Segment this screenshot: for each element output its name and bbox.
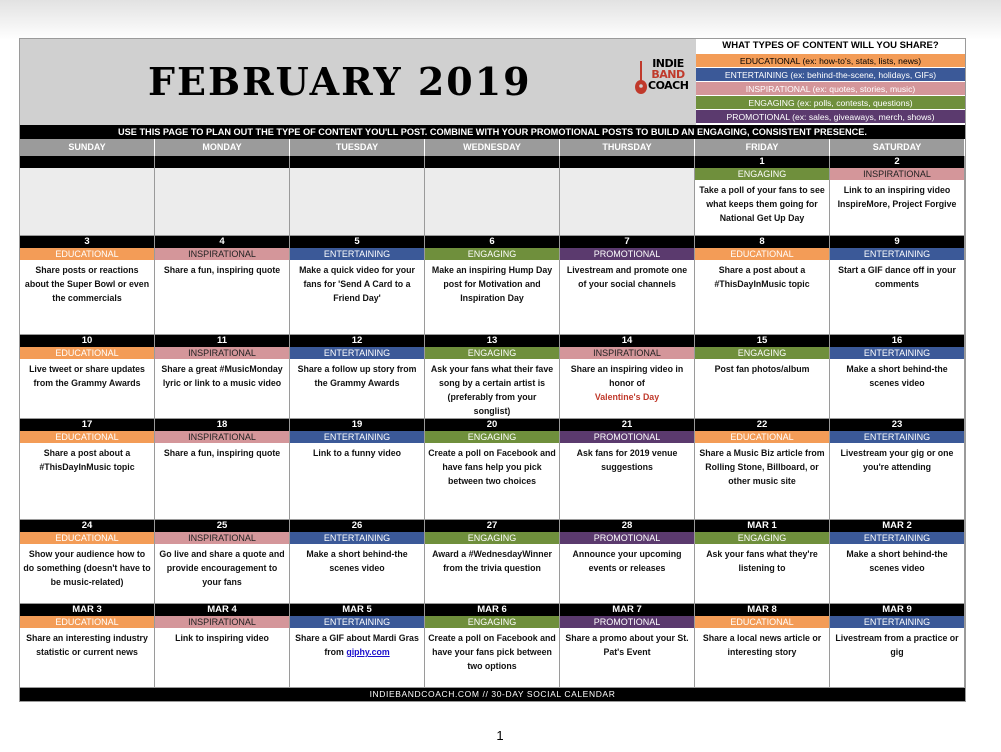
week-row: [20, 335, 965, 419]
day-date: MAR 3: [20, 604, 154, 616]
post-idea: [560, 260, 694, 291]
post-idea: [425, 260, 559, 305]
post-idea: [290, 260, 424, 305]
category-badge: EDUCATIONAL: [20, 248, 154, 260]
post-idea: [290, 544, 424, 575]
post-idea: [20, 544, 154, 589]
day-date: MAR 5: [290, 604, 424, 616]
day-date: [155, 156, 289, 168]
post-idea-text: Share a follow up story from the Grammy Awards: [297, 364, 417, 388]
calendar-sheet: [19, 38, 966, 702]
category-badge: ENGAGING: [425, 248, 559, 260]
day-cell: [155, 520, 290, 604]
legend-row-entertaining: ENTERTAINING (ex: behind-the-scene, holidays, GIFs): [696, 67, 965, 81]
guitar-icon: [634, 61, 648, 95]
post-idea: [695, 443, 829, 488]
day-cell: [290, 604, 425, 688]
day-date: MAR 1: [695, 520, 829, 532]
post-idea: [830, 544, 964, 575]
post-idea-text: Make an inspiring Hump Day post for Motivation and Inspiration Day: [431, 265, 553, 303]
day-date: 15: [695, 335, 829, 347]
day-cell: [695, 520, 830, 604]
footer-banner: INDIEBANDCOACH.COM // 30-DAY SOCIAL CALENDAR: [20, 688, 965, 701]
day-cell: [830, 419, 965, 520]
post-idea: [830, 260, 964, 291]
day-cell: [290, 520, 425, 604]
day-date: 6: [425, 236, 559, 248]
day-cell: [155, 236, 290, 335]
logo-line-3: COACH: [648, 79, 689, 92]
page-title: FEBRUARY 2019: [148, 59, 532, 104]
category-badge: EDUCATIONAL: [695, 431, 829, 443]
day-date: 19: [290, 419, 424, 431]
post-idea-text: Livestream your gig or one you're attending: [840, 448, 954, 472]
post-idea: [155, 544, 289, 589]
post-idea: [830, 359, 964, 390]
day-date: 3: [20, 236, 154, 248]
empty-day-cell: [20, 156, 155, 236]
post-idea-text: Show your audience how to do something (doesn't have to be music-related): [23, 549, 151, 587]
day-cell: [155, 604, 290, 688]
post-idea-text: Share posts or reactions about the Super Bowl or even the commercials: [24, 265, 150, 303]
post-idea-text: Share an inspiring video in honor of: [570, 364, 684, 388]
post-idea-text: Share a promo about your St. Pat's Event: [565, 633, 689, 657]
post-idea-text: Share a GIF about Mardi Gras from: [295, 633, 419, 657]
post-idea-text: Share a Music Biz article from Rolling Stone, Billboard, or other music site: [699, 448, 825, 486]
day-date: 9: [830, 236, 964, 248]
post-idea-text: Ask fans for 2019 venue suggestions: [576, 448, 678, 472]
weekday-header-row: [20, 139, 965, 156]
post-idea: [290, 628, 424, 659]
post-idea: [830, 180, 964, 211]
post-idea-text: Ask your fans what they're listening to: [706, 549, 818, 573]
legend-row-engaging: ENGAGING (ex: polls, contests, questions): [696, 95, 965, 109]
day-cell: [830, 236, 965, 335]
day-date: 16: [830, 335, 964, 347]
post-idea-text: Link to an inspiring video InspireMore, Project Forgive: [837, 185, 957, 209]
logo-line-1: INDIE: [652, 57, 684, 70]
top-shade: [0, 0, 1001, 40]
day-date: 2: [830, 156, 964, 168]
day-cell: [20, 604, 155, 688]
post-idea-text: Ask your fans what their fave song by a certain artist is (preferably from your songlist): [430, 364, 554, 416]
category-badge: EDUCATIONAL: [695, 248, 829, 260]
weekday-sunday: SUNDAY: [20, 139, 155, 156]
legend-row-educational: EDUCATIONAL (ex: how-to's, stats, lists, news): [696, 53, 965, 67]
category-badge: ENTERTAINING: [830, 431, 964, 443]
post-idea-text: Livestream from a practice or gig: [835, 633, 959, 657]
day-cell: [290, 419, 425, 520]
calendar-header: [20, 39, 696, 125]
empty-day-cell: [425, 156, 560, 236]
logo-text: [648, 58, 688, 91]
day-cell: [20, 520, 155, 604]
day-date: 27: [425, 520, 559, 532]
post-idea: [695, 180, 829, 225]
day-cell: [695, 335, 830, 419]
post-idea-text: Share an interesting industry statistic or current news: [26, 633, 148, 657]
day-cell: [425, 520, 560, 604]
category-badge: EDUCATIONAL: [695, 616, 829, 628]
post-idea-text: Share a fun, inspiring quote: [163, 448, 281, 458]
category-badge: INSPIRATIONAL: [155, 431, 289, 443]
day-cell: [560, 236, 695, 335]
post-idea: [695, 628, 829, 659]
category-badge: ENTERTAINING: [290, 616, 424, 628]
day-cell: [830, 156, 965, 236]
day-date: 1: [695, 156, 829, 168]
day-date: 26: [290, 520, 424, 532]
week-row: [20, 419, 965, 520]
day-date: [290, 156, 424, 168]
day-cell: [425, 419, 560, 520]
day-cell: [560, 419, 695, 520]
day-cell: [290, 335, 425, 419]
week-row: [20, 520, 965, 604]
day-date: [425, 156, 559, 168]
week-row: [20, 156, 965, 236]
category-badge: EDUCATIONAL: [20, 532, 154, 544]
post-idea-text: Share a post about a #ThisDayInMusic topic: [39, 448, 135, 472]
category-badge: ENTERTAINING: [830, 347, 964, 359]
day-date: MAR 6: [425, 604, 559, 616]
weekday-monday: MONDAY: [155, 139, 290, 156]
day-cell: [830, 335, 965, 419]
post-idea-text: Livestream and promote one of your social channels: [566, 265, 688, 289]
empty-day-cell: [290, 156, 425, 236]
day-cell: [695, 604, 830, 688]
day-cell: [20, 236, 155, 335]
category-badge: ENTERTAINING: [290, 532, 424, 544]
category-badge: ENGAGING: [425, 532, 559, 544]
post-idea: [425, 628, 559, 673]
post-idea: [695, 359, 829, 376]
post-idea-text: Link to inspiring video: [175, 633, 269, 643]
day-date: 5: [290, 236, 424, 248]
post-idea-text: Award a #WednesdayWinner from the trivia question: [432, 549, 552, 573]
post-idea-text: Share a local news article or interesting story: [702, 633, 822, 657]
post-idea: [155, 443, 289, 460]
post-idea: [830, 443, 964, 474]
post-idea: [425, 359, 559, 418]
day-cell: [560, 335, 695, 419]
category-badge: INSPIRATIONAL: [155, 347, 289, 359]
day-date: 11: [155, 335, 289, 347]
page-number: 1: [496, 728, 504, 743]
post-idea-text: Share a fun, inspiring quote: [163, 265, 281, 275]
legend-row-promotional: PROMOTIONAL (ex: sales, giveaways, merch, shows): [696, 109, 965, 123]
category-badge: ENTERTAINING: [830, 616, 964, 628]
day-date: 28: [560, 520, 694, 532]
day-date: 7: [560, 236, 694, 248]
post-idea: [830, 628, 964, 659]
post-idea-text: Share a post about a #ThisDayInMusic topic: [714, 265, 810, 289]
day-date: 10: [20, 335, 154, 347]
giphy-link[interactable]: giphy.com: [346, 647, 390, 657]
post-idea: [20, 443, 154, 474]
day-cell: [560, 604, 695, 688]
category-badge: ENGAGING: [695, 532, 829, 544]
category-badge: PROMOTIONAL: [560, 616, 694, 628]
category-badge: EDUCATIONAL: [20, 616, 154, 628]
post-idea: [560, 544, 694, 575]
day-date: 22: [695, 419, 829, 431]
day-cell: [20, 335, 155, 419]
day-cell: [560, 520, 695, 604]
weekday-thursday: THURSDAY: [560, 139, 695, 156]
post-idea: [560, 359, 694, 404]
post-idea: [20, 359, 154, 390]
category-badge: ENTERTAINING: [830, 248, 964, 260]
content-type-legend: [696, 39, 965, 125]
day-date: 4: [155, 236, 289, 248]
week-row: [20, 236, 965, 335]
category-badge: PROMOTIONAL: [560, 431, 694, 443]
category-badge: INSPIRATIONAL: [155, 616, 289, 628]
day-date: MAR 4: [155, 604, 289, 616]
day-date: 24: [20, 520, 154, 532]
day-date: MAR 2: [830, 520, 964, 532]
day-cell: [830, 520, 965, 604]
post-idea-text: Live tweet or share updates from the Grammy Awards: [29, 364, 145, 388]
weekday-saturday: SATURDAY: [830, 139, 965, 156]
post-idea: [695, 544, 829, 575]
post-idea-text: Link to a funny video: [313, 448, 401, 458]
post-idea-text: Go live and share a quote and provide encouragement to your fans: [159, 549, 285, 587]
day-date: 25: [155, 520, 289, 532]
weekday-tuesday: TUESDAY: [290, 139, 425, 156]
day-date: 14: [560, 335, 694, 347]
post-idea: [695, 260, 829, 291]
post-idea-text: Announce your upcoming events or releases: [572, 549, 682, 573]
category-badge: ENTERTAINING: [290, 248, 424, 260]
post-idea: [560, 628, 694, 659]
indie-band-coach-logo: [634, 55, 689, 105]
day-cell: [695, 156, 830, 236]
category-badge: ENTERTAINING: [290, 347, 424, 359]
category-badge: INSPIRATIONAL: [155, 532, 289, 544]
post-idea: [155, 359, 289, 390]
category-badge: ENGAGING: [425, 431, 559, 443]
legend-row-inspirational: INSPIRATIONAL (ex: quotes, stories, music): [696, 81, 965, 95]
post-idea-text: Make a short behind-the scenes video: [846, 364, 948, 388]
logo-line-2: BAND: [651, 68, 685, 81]
category-badge: PROMOTIONAL: [560, 532, 694, 544]
day-date: 17: [20, 419, 154, 431]
day-date: 18: [155, 419, 289, 431]
category-badge: INSPIRATIONAL: [155, 248, 289, 260]
day-date: 21: [560, 419, 694, 431]
day-date: [20, 156, 154, 168]
weekday-wednesday: WEDNESDAY: [425, 139, 560, 156]
day-cell: [695, 419, 830, 520]
day-cell: [155, 419, 290, 520]
category-badge: INSPIRATIONAL: [830, 168, 964, 180]
category-badge: ENGAGING: [425, 347, 559, 359]
post-idea-text: Create a poll on Facebook and have your fans pick between two options: [428, 633, 556, 671]
day-cell: [20, 419, 155, 520]
category-badge: INSPIRATIONAL: [560, 347, 694, 359]
category-badge: ENTERTAINING: [830, 532, 964, 544]
empty-day-cell: [560, 156, 695, 236]
post-idea-text: Create a poll on Facebook and have fans help you pick between two choices: [428, 448, 556, 486]
category-badge: PROMOTIONAL: [560, 248, 694, 260]
day-date: 12: [290, 335, 424, 347]
category-badge: ENGAGING: [425, 616, 559, 628]
post-idea-text: Make a short behind-the scenes video: [846, 549, 948, 573]
day-cell: [155, 335, 290, 419]
weekday-friday: FRIDAY: [695, 139, 830, 156]
category-badge: EDUCATIONAL: [20, 347, 154, 359]
category-badge: ENGAGING: [695, 347, 829, 359]
category-badge: EDUCATIONAL: [20, 431, 154, 443]
post-idea: [290, 359, 424, 390]
instructions-banner: USE THIS PAGE TO PLAN OUT THE TYPE OF CONTENT YOU'LL POST. COMBINE WITH YOUR PROMOTIONAL POSTS TO BUILD AN ENGAGING, CONSISTENT PRESENCE.: [20, 125, 965, 139]
category-badge: ENGAGING: [695, 168, 829, 180]
post-idea: [290, 443, 424, 460]
post-idea-text: Make a quick video for your fans for 'Send A Card to a Friend Day': [299, 265, 415, 303]
post-idea: [425, 544, 559, 575]
day-cell: [425, 335, 560, 419]
week-row: [20, 604, 965, 688]
day-cell: [695, 236, 830, 335]
category-badge: ENTERTAINING: [290, 431, 424, 443]
day-date: 8: [695, 236, 829, 248]
post-idea-text: Take a poll of your fans to see what keeps them going for National Get Up Day: [699, 185, 825, 223]
post-idea-text: Share a great #MusicMonday lyric or link to a music video: [161, 364, 283, 388]
day-date: MAR 9: [830, 604, 964, 616]
day-date: [560, 156, 694, 168]
day-cell: [290, 236, 425, 335]
day-date: 20: [425, 419, 559, 431]
post-idea-text: Post fan photos/album: [714, 364, 810, 374]
post-idea: [560, 443, 694, 474]
day-cell: [830, 604, 965, 688]
day-date: MAR 7: [560, 604, 694, 616]
post-idea: [425, 443, 559, 488]
valentines-day-text: Valentine's Day: [594, 392, 660, 402]
legend-title: WHAT TYPES OF CONTENT WILL YOU SHARE?: [696, 39, 965, 53]
post-idea: [20, 628, 154, 659]
post-idea: [155, 628, 289, 645]
post-idea-text: Make a short behind-the scenes video: [306, 549, 408, 573]
day-cell: [425, 236, 560, 335]
day-date: 13: [425, 335, 559, 347]
post-idea-text: Start a GIF dance off in your comments: [838, 265, 956, 289]
post-idea: [20, 260, 154, 305]
day-date: MAR 8: [695, 604, 829, 616]
day-date: 23: [830, 419, 964, 431]
post-idea: [155, 260, 289, 277]
day-cell: [425, 604, 560, 688]
empty-day-cell: [155, 156, 290, 236]
